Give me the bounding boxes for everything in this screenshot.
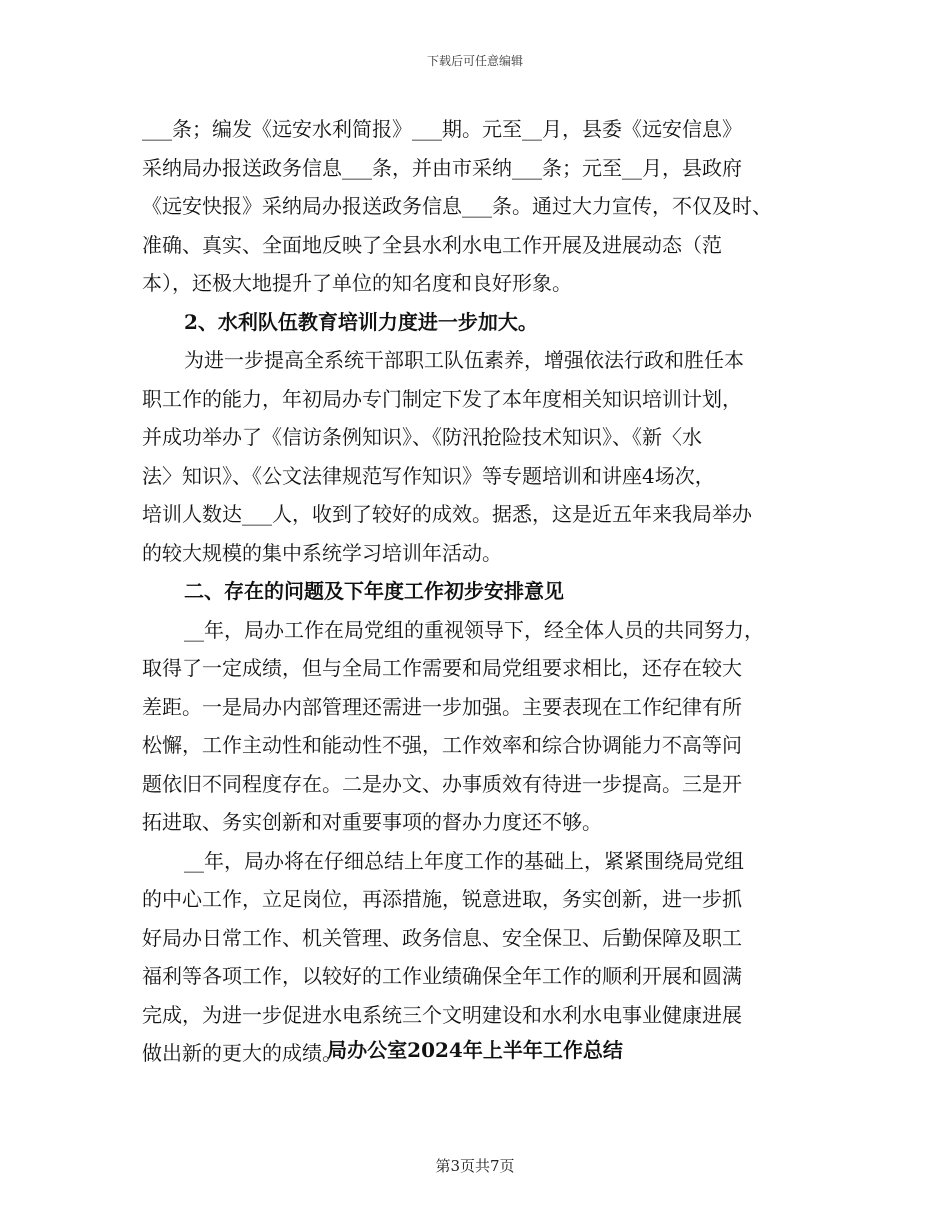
paragraph-line: 福利等各项工作，以较好的工作业绩确保全年工作的顺利开展和圆满: [142, 964, 742, 988]
paragraph-training: [142, 341, 822, 572]
document-title: 局办公室2024年上半年工作总结: [327, 1038, 623, 1062]
paragraph-problems: [142, 611, 822, 842]
paragraph-publicity: [142, 110, 822, 303]
paragraph-line: 松懈，工作主动性和能动性不强，工作效率和综合协调能力不高等问: [142, 733, 742, 757]
paragraph-line: 为进一步提高全系统干部职工队伍素养，增强依法行政和胜任本: [184, 348, 744, 372]
paragraph-line: 培训人数达___人，收到了较好的成效。据悉，这是近五年来我局举办: [142, 502, 752, 526]
paragraph-line: __年，局办工作在局党组的重视领导下，经全体人员的共同努力，: [184, 617, 764, 642]
paragraph-line: 准确、真实、全面地反映了全县水利水电工作开展及进展动态（范: [142, 232, 722, 257]
paragraph-line: 做出新的更大的成绩。: [142, 1041, 342, 1065]
paragraph-line: 法〉知识》、《公文法律规范写作知识》等专题培训和讲座4场次，: [142, 463, 715, 488]
paragraph-line: 完成，为进一步促进水电系统三个文明建设和水利水电事业健康进展: [142, 1002, 742, 1027]
paragraph-line: 差距。一是局办内部管理还需进一步加强。主要表现在工作纪律有所: [142, 694, 742, 719]
subsection-heading-training: 2、水利队伍教育培训力度进一步加大。: [184, 309, 538, 334]
section-heading-problems: 二、存在的问题及下年度工作初步安排意见: [184, 579, 564, 603]
paragraph-line: __年，局办将在仔细总结上年度工作的基础上，紧紧围绕局党组: [184, 848, 744, 873]
page-header-note: 下载后可任意编辑: [426, 54, 523, 68]
paragraph-line: 题依旧不同程度存在。二是办文、办事质效有待进一步提高。三是开: [142, 771, 742, 796]
paragraph-line: 并成功举办了《信访条例知识》、《防汛抢险技术知识》、《新〈水: [142, 425, 702, 449]
paragraph-line: 的较大规模的集中系统学习培训年活动。: [142, 540, 502, 565]
paragraph-line: 好局办日常工作、机关管理、政务信息、安全保卫、后勤保障及职工: [142, 925, 742, 950]
paragraph-line: 职工作的能力，年初局办专门制定下发了本年度相关知识培训计划，: [142, 386, 742, 411]
paragraph-line: ___条；编发《远安水利简报》___期。元至__月，县委《远安信息》: [142, 117, 742, 141]
paragraph-line: 《远安快报》采纳局办报送政务信息___条。通过大力宣传，不仅及时、: [142, 194, 772, 218]
paragraph-line: 的中心工作，立足岗位，再添措施，锐意进取，务实创新，进一步抓: [142, 887, 742, 911]
paragraph-line: 取得了一定成绩，但与全局工作需要和局党组要求相比，还存在较大: [142, 656, 742, 680]
document-body: [142, 110, 822, 1073]
paragraph-line: 本），还极大地提升了单位的知名度和良好形象。: [142, 271, 572, 295]
paragraph-line: 采纳局办报送政务信息___条，并由市采纳___条；元至__月，县政府: [142, 155, 742, 180]
paragraph-line: 拓进取、务实创新和对重要事项的督办力度还不够。: [142, 810, 602, 834]
page-number: 第3页共7页: [435, 1157, 515, 1175]
